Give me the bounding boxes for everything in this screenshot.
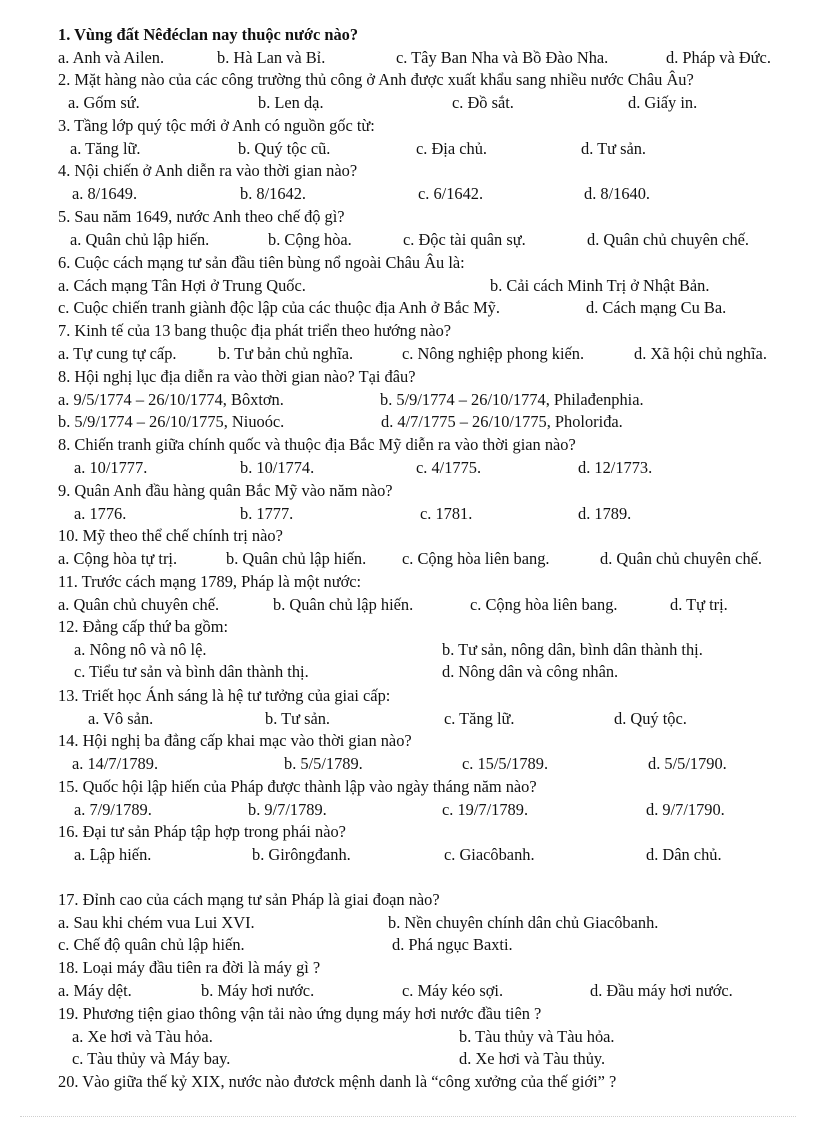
answer-option: c. 6/1642.	[418, 184, 484, 203]
answer-options-row	[0, 548, 816, 570]
answer-options-row	[0, 138, 816, 160]
answer-option: a. 8/1649.	[72, 184, 138, 203]
question-text: 18. Loại máy đầu tiên ra đời là máy gì ?	[58, 958, 321, 977]
answer-option: d. Đầu máy hơi nước.	[590, 981, 733, 1000]
answer-option: b. Tư sản, nông dân, bình dân thành thị.	[442, 640, 703, 659]
answer-option: d. Giấy in.	[628, 93, 698, 112]
answer-option: b. Quân chủ lập hiến.	[273, 595, 414, 614]
answer-options-row	[0, 661, 816, 683]
answer-options-row	[0, 457, 816, 479]
answer-option: d. Quân chủ chuyên chế.	[587, 230, 750, 249]
answer-option: b. Cộng hòa.	[268, 230, 352, 249]
answer-option: d. 4/7/1775 – 26/10/1775, Pholoriđa.	[381, 412, 623, 431]
answer-option: c. Tây Ban Nha và Bồ Đào Nha.	[396, 48, 609, 67]
answer-option: a. Tăng lữ.	[70, 139, 141, 158]
answer-option: b. Quân chủ lập hiến.	[226, 549, 367, 568]
question-text: 3. Tầng lớp quý tộc mới ở Anh có nguồn gốc từ:	[58, 116, 375, 135]
answer-option: c. Độc tài quân sự.	[403, 230, 526, 249]
answer-option: b. 5/9/1774 – 26/10/1775, Niuoóc.	[58, 412, 285, 431]
answer-option: a. Quân chủ chuyên chế.	[58, 595, 220, 614]
answer-option: a. Cách mạng Tân Hợi ở Trung Quốc.	[58, 276, 306, 295]
answer-option: b. Quý tộc cũ.	[238, 139, 331, 158]
answer-option: c. Giacôbanh.	[444, 845, 535, 864]
answer-option: d. Dân chủ.	[646, 845, 722, 864]
answer-option: d. 5/5/1790.	[648, 754, 727, 773]
answer-option: d. Quý tộc.	[614, 709, 687, 728]
answer-options-row	[0, 183, 816, 205]
answer-option: c. Máy kéo sợi.	[402, 981, 504, 1000]
answer-options-row	[0, 343, 816, 365]
answer-options-row	[0, 229, 816, 251]
answer-option: d. Quân chủ chuyên chế.	[600, 549, 763, 568]
answer-options-row	[0, 799, 816, 821]
answer-options-row	[0, 980, 816, 1002]
question-text: 7. Kinh tế của 13 bang thuộc địa phát triển theo hướng nào?	[58, 321, 452, 340]
answer-options-row	[0, 753, 816, 775]
answer-options-row	[0, 389, 816, 411]
question-text: 17. Đỉnh cao của cách mạng tư sản Pháp là giai đoạn nào?	[58, 890, 440, 909]
answer-option: d. 12/1773.	[578, 458, 653, 477]
question-text: 19. Phương tiện giao thông vận tải nào ứng dụng máy hơi nước đầu tiên ?	[58, 1004, 542, 1023]
answer-options-row	[0, 275, 816, 297]
answer-option: d. 1789.	[578, 504, 632, 523]
question-text: 10. Mỹ theo thể chế chính trị nào?	[58, 526, 283, 545]
question-text: 9. Quân Anh đầu hàng quân Bắc Mỹ vào năm nào?	[58, 481, 393, 500]
answer-option: a. 10/1777.	[74, 458, 148, 477]
question-text: 11. Trước cách mạng 1789, Pháp là một nước:	[58, 572, 362, 591]
answer-option: c. Địa chủ.	[416, 139, 487, 158]
question-text: 1. Vùng đất Nêđéclan nay thuộc nước nào?	[58, 25, 359, 44]
answer-option: c. Cộng hòa liên bang.	[402, 549, 550, 568]
answer-option: b. 5/9/1774 – 26/10/1774, Philađenphia.	[380, 390, 644, 409]
answer-option: c. 19/7/1789.	[442, 800, 529, 819]
answer-option: b. 9/7/1789.	[248, 800, 327, 819]
question-text: 8. Chiến tranh giữa chính quốc và thuộc địa Bắc Mỹ diễn ra vào thời gian nào?	[58, 435, 576, 454]
answer-option: c. 15/5/1789.	[462, 754, 549, 773]
answer-options-row	[0, 47, 816, 69]
answer-options-row	[0, 708, 816, 730]
question-text: 12. Đẳng cấp thứ ba gồm:	[58, 617, 229, 636]
answer-option: b. 5/5/1789.	[284, 754, 363, 773]
question-text: 6. Cuộc cách mạng tư sản đầu tiên bùng nổ ngoài Châu Âu là:	[58, 253, 465, 272]
answer-options-row	[0, 1048, 816, 1070]
answer-option: b. Cải cách Minh Trị ở Nhật Bản.	[490, 276, 710, 295]
answer-option: d. 9/7/1790.	[646, 800, 725, 819]
answer-option: c. 4/1775.	[416, 458, 482, 477]
answer-options-row	[0, 503, 816, 525]
answer-option: a. Xe hơi và Tàu hỏa.	[72, 1027, 213, 1046]
answer-options-row	[0, 594, 816, 616]
question-text: 8. Hội nghị lục địa diễn ra vào thời gian nào? Tại đâu?	[58, 367, 416, 386]
answer-option: a. Cộng hòa tự trị.	[58, 549, 178, 568]
answer-option: c. Tàu thủy và Máy bay.	[72, 1049, 231, 1068]
answer-option: a. Tự cung tự cấp.	[58, 344, 177, 363]
answer-option: c. 1781.	[420, 504, 473, 523]
answer-option: c. Tiểu tư sản và bình dân thành thị.	[74, 662, 309, 681]
answer-option: d. 8/1640.	[584, 184, 651, 203]
question-text: 20. Vào giữa thế kỷ XIX, nước nào đươck mệnh danh là “công xưởng của thế giới” ?	[58, 1072, 617, 1091]
answer-options-row	[0, 1026, 816, 1048]
answer-option: c. Cuộc chiến tranh giành độc lập của các thuộc địa Anh ở Bắc Mỹ.	[58, 298, 500, 317]
answer-option: d. Phá ngục Baxti.	[392, 935, 513, 954]
answer-option: d. Pháp và Đức.	[666, 48, 771, 67]
answer-option: b. Girôngđanh.	[252, 845, 351, 864]
answer-option: b. Len dạ.	[258, 93, 324, 112]
answer-option: a. Lập hiến.	[74, 845, 152, 864]
bottom-dotted-divider	[20, 1116, 796, 1117]
answer-options-row	[0, 411, 816, 433]
answer-option: b. Tàu thủy và Tàu hỏa.	[459, 1027, 615, 1046]
answer-option: c. Tăng lữ.	[444, 709, 515, 728]
answer-option: a. Anh và Ailen.	[58, 48, 165, 67]
answer-option: d. Cách mạng Cu Ba.	[586, 298, 727, 317]
answer-option: a. Nông nô và nô lệ.	[74, 640, 207, 659]
answer-options-row	[0, 934, 816, 956]
answer-option: d. Tự trị.	[670, 595, 728, 614]
answer-options-row	[0, 297, 816, 319]
question-text: 15. Quốc hội lập hiến của Pháp được thành lập vào ngày tháng năm nào?	[58, 777, 537, 796]
answer-option: d. Xã hội chủ nghĩa.	[634, 344, 767, 363]
answer-option: b. Hà Lan và Bỉ.	[217, 48, 326, 67]
answer-option: a. Vô sản.	[88, 709, 154, 728]
answer-option: b. Tư sản.	[265, 709, 331, 728]
answer-option: c. Cộng hòa liên bang.	[470, 595, 618, 614]
answer-option: d. Nông dân và công nhân.	[442, 662, 619, 681]
answer-option: b. 8/1642.	[240, 184, 307, 203]
answer-option: c. Nông nghiệp phong kiến.	[402, 344, 585, 363]
answer-option: b. Máy hơi nước.	[201, 981, 315, 1000]
question-text: 14. Hội nghị ba đẳng cấp khai mạc vào thời gian nào?	[58, 731, 412, 750]
answer-options-row	[0, 639, 816, 661]
answer-option: a. Máy dệt.	[58, 981, 132, 1000]
answer-option: b. 10/1774.	[240, 458, 315, 477]
answer-option: c. Chế độ quân chủ lập hiến.	[58, 935, 245, 954]
question-text: 13. Triết học Ánh sáng là hệ tư tưởng của giai cấp:	[58, 686, 391, 705]
answer-option: a. Gốm sứ.	[68, 93, 140, 112]
answer-options-row	[0, 92, 816, 114]
answer-option: a. 9/5/1774 – 26/10/1774, Bôxtơn.	[58, 390, 284, 409]
question-text: 16. Đại tư sản Pháp tập hợp trong phái nào?	[58, 822, 346, 841]
answer-option: a. 14/7/1789.	[72, 754, 159, 773]
answer-options-row	[0, 912, 816, 934]
answer-option: d. Xe hơi và Tàu thủy.	[459, 1049, 606, 1068]
answer-option: a. Quân chủ lập hiến.	[70, 230, 210, 249]
question-text: 4. Nội chiến ở Anh diễn ra vào thời gian nào?	[58, 161, 358, 180]
answer-option: a. Sau khi chém vua Lui XVI.	[58, 913, 255, 932]
answer-options-row	[0, 844, 816, 866]
answer-option: a. 7/9/1789.	[74, 800, 152, 819]
answer-option: d. Tư sản.	[581, 139, 647, 158]
answer-option: b. Tư bản chủ nghĩa.	[218, 344, 354, 363]
answer-option: b. Nền chuyên chính dân chủ Giacôbanh.	[388, 913, 659, 932]
question-text: 5. Sau năm 1649, nước Anh theo chế độ gì?	[58, 207, 345, 226]
answer-option: b. 1777.	[240, 504, 294, 523]
answer-option: c. Đồ sắt.	[452, 93, 514, 112]
question-text: 2. Mặt hàng nào của các công trường thủ công ở Anh được xuất khẩu sang nhiều nước Châu Âu?	[58, 70, 694, 89]
answer-option: a. 1776.	[74, 504, 127, 523]
